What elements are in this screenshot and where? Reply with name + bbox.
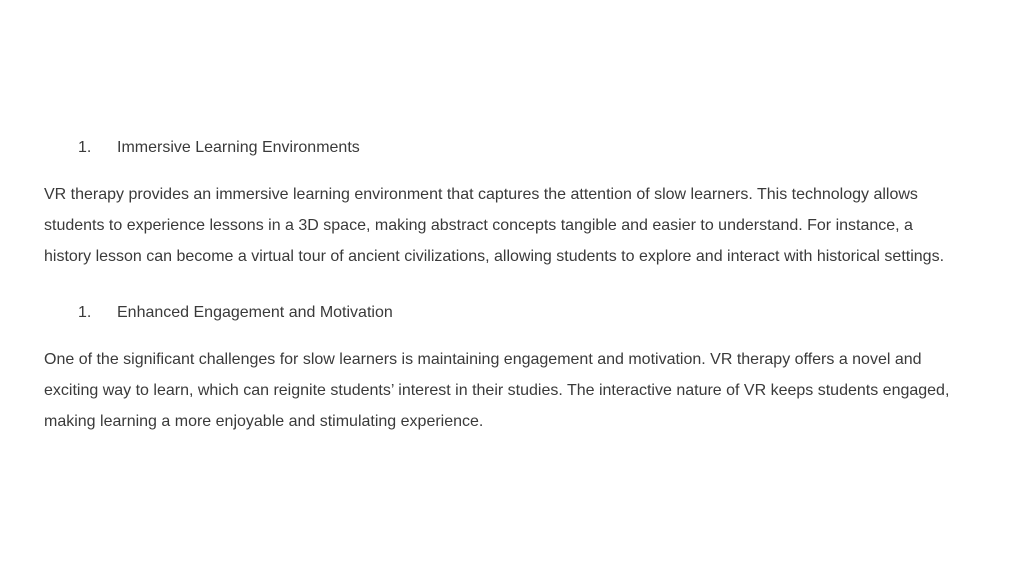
paragraph-line: students to experience lessons in a 3D space, making abstract concepts tangible and easier to understand. For instance, a [44, 217, 913, 234]
section-paragraph-2 [44, 344, 984, 437]
heading-text: Immersive Learning Environments [117, 139, 360, 156]
paragraph-line: VR therapy provides an immersive learning environment that captures the attention of slow learners. This technology allows [44, 186, 918, 203]
section-paragraph-1 [44, 179, 984, 272]
paragraph-line: One of the significant challenges for slow learners is maintaining engagement and motivation. VR therapy offers a novel and [44, 351, 922, 368]
section-heading-2 [78, 303, 393, 323]
paragraph-line: making learning a more enjoyable and stimulating experience. [44, 413, 484, 430]
list-number: 1. [78, 304, 92, 321]
list-number: 1. [78, 139, 92, 156]
paragraph-line: exciting way to learn, which can reignite students’ interest in their studies. The interactive nature of VR keeps students engaged, [44, 382, 950, 399]
paragraph-line: history lesson can become a virtual tour of ancient civilizations, allowing students to explore and interact with historical settings. [44, 248, 945, 265]
section-heading-1 [78, 138, 360, 158]
heading-text: Enhanced Engagement and Motivation [117, 304, 393, 321]
